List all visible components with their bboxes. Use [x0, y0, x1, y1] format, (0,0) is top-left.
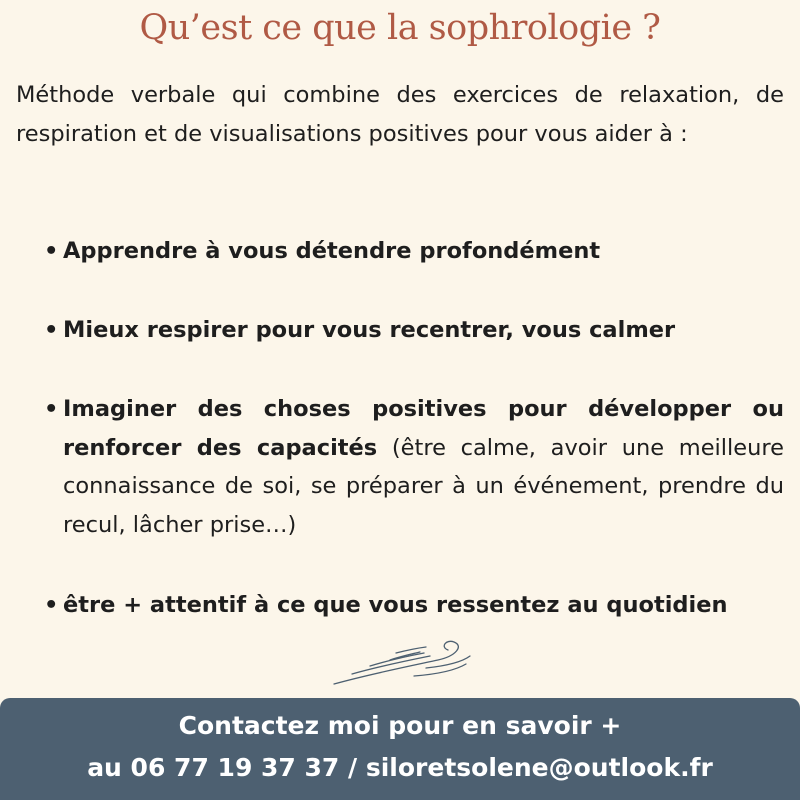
bullet-bold-text: être + attentif à ce que vous ressentez au quotidien	[63, 592, 728, 618]
page-title: Qu’est ce que la sophrologie ?	[139, 8, 661, 48]
bullet-dot: •	[44, 592, 59, 618]
contact-line: Contactez moi pour en savoir +	[178, 711, 622, 740]
bullet-dot: •	[44, 238, 59, 264]
bullet-dot: •	[44, 317, 59, 343]
list-item	[44, 232, 784, 271]
contact-details: au 06 77 19 37 37 / siloretsolene@outlook.fr	[87, 753, 713, 782]
contact-footer	[0, 698, 800, 800]
bullet-rest-text: (être calme, avoir une meilleure connaissance de soi, se préparer à un événement, prendre du recul, lâcher prise…)	[63, 434, 785, 538]
bullet-dot: •	[44, 396, 59, 422]
list-item	[44, 390, 784, 544]
bullet-bold-text: Imaginer des choses positives pour développer ou renforcer des capacités	[63, 396, 784, 461]
list-item	[44, 311, 784, 350]
wind-swirl-icon	[330, 634, 480, 690]
list-item	[44, 586, 784, 625]
bullet-bold-text: Apprendre à vous détendre profondément	[63, 238, 601, 264]
bullet-bold-text: Mieux respirer pour vous recentrer, vous calmer	[63, 317, 676, 343]
intro-paragraph: Méthode verbale qui combine des exercices de relaxation, de respiration et de visualisations positives pour vous aider à :	[16, 82, 784, 147]
